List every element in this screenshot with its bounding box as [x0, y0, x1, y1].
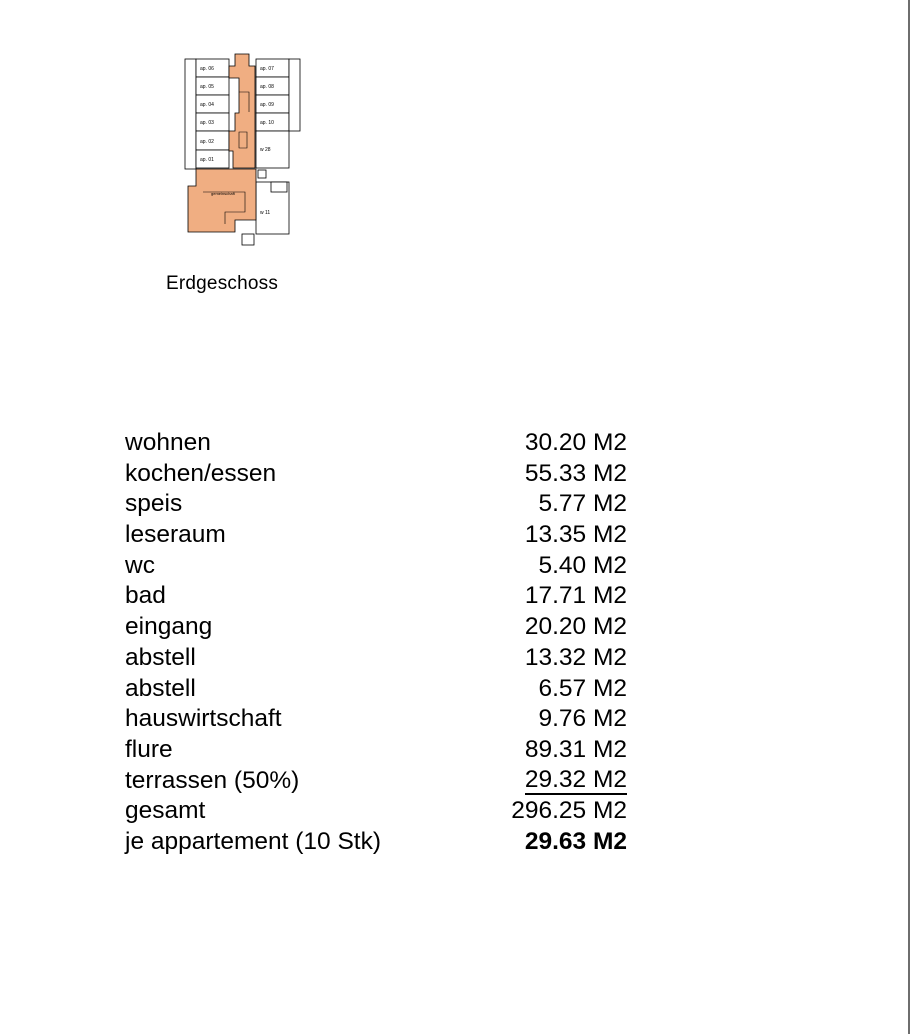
label-ap06: ap. 06 [200, 66, 214, 72]
area-row [125, 704, 627, 735]
area-value: 89.31 M2 [524, 735, 627, 763]
area-label: speis [125, 490, 183, 518]
area-label: leseraum [125, 521, 226, 549]
label-ap04: ap. 04 [200, 102, 214, 108]
area-row [125, 674, 627, 705]
area-value: 6.57 M2 [538, 674, 627, 702]
area-row [125, 643, 627, 674]
area-label: hauswirtschaft [125, 705, 282, 733]
area-value: 30.20 M2 [524, 429, 627, 456]
area-label: wc [125, 551, 155, 579]
label-ap08: ap. 08 [260, 84, 274, 90]
floor-caption: Erdgeschoss [166, 273, 279, 294]
area-value-underlined: 29.32 M2 [524, 765, 627, 793]
area-label: bad [125, 582, 166, 610]
area-label: flure [125, 735, 173, 763]
area-row-per-apartment [125, 827, 627, 858]
area-value: 5.77 M2 [538, 490, 627, 518]
label-ap01: ap. 01 [200, 157, 214, 163]
total-label: gesamt [125, 797, 206, 825]
balcony-left [185, 59, 196, 169]
area-label: terrassen (50%) [125, 766, 300, 794]
area-row [125, 581, 627, 612]
area-row [125, 520, 627, 551]
area-row-subtotal [125, 766, 627, 797]
area-value: 13.35 M2 [524, 521, 627, 549]
area-row [125, 489, 627, 520]
area-row [125, 735, 627, 766]
area-label: eingang [125, 613, 213, 641]
area-row [125, 459, 627, 490]
per-apartment-value: 29.63 M2 [524, 827, 627, 855]
area-row-total [125, 796, 627, 827]
label-ap03: ap. 03 [200, 120, 214, 126]
area-label: wohnen [125, 429, 211, 456]
area-row [125, 428, 627, 459]
area-value: 9.76 M2 [538, 705, 627, 733]
area-row [125, 612, 627, 643]
label-ap05: ap. 05 [200, 84, 214, 90]
label-ap10: ap. 10 [260, 120, 274, 126]
area-label: abstell [125, 674, 196, 702]
area-value: 20.20 M2 [524, 613, 627, 641]
total-value: 296.25 M2 [511, 797, 627, 825]
floor-plan [183, 52, 303, 247]
area-value: 55.33 M2 [524, 459, 627, 487]
label-ap07: ap. 07 [260, 66, 274, 72]
balcony-right [289, 59, 300, 131]
label-ap09: ap. 09 [260, 102, 274, 108]
per-apartment-label: je appartement (10 Stk) [125, 827, 382, 855]
area-label: kochen/essen [125, 459, 277, 487]
label-w11: w 11 [260, 210, 271, 216]
area-value: 13.32 M2 [524, 643, 627, 671]
area-label: abstell [125, 643, 196, 671]
label-ap02: ap. 02 [200, 139, 214, 145]
area-value: 17.71 M2 [524, 582, 627, 610]
area-row [125, 551, 627, 582]
area-value: 5.40 M2 [538, 551, 627, 579]
area-table [125, 428, 627, 858]
label-w28: w 28 [260, 147, 271, 153]
label-common: gemeinschaft [211, 191, 235, 196]
